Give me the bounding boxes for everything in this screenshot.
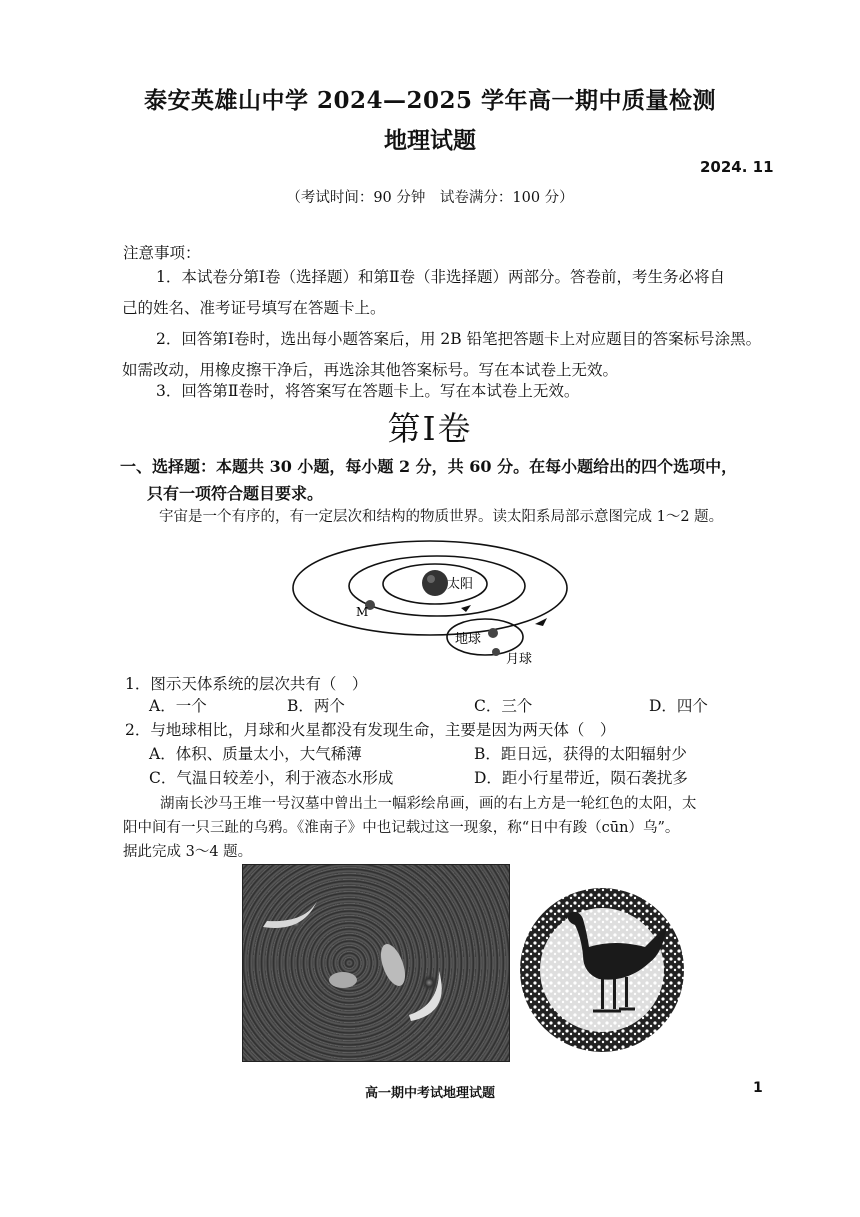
- moon-icon: [492, 648, 500, 656]
- earth-icon: [488, 628, 498, 638]
- planet-m-label: M: [356, 605, 369, 619]
- question-1-option-a: A．一个: [149, 697, 207, 715]
- notice-item-3: 3．回答第Ⅱ卷时，将答案写在答题卡上。写在本试卷上无效。: [156, 382, 580, 400]
- earth-label: 地球: [455, 632, 482, 647]
- section-heading-line-2: 只有一项符合题目要求。: [147, 484, 324, 503]
- exam-date: 2024. 11: [700, 158, 774, 176]
- question-1-stem: 1．图示天体系统的层次共有（ ）: [125, 675, 368, 693]
- page-number: 1: [753, 1080, 763, 1096]
- moon-label: 月球: [506, 652, 533, 667]
- intro-q3-4-line-3: 据此完成 3～4 题。: [123, 844, 253, 860]
- exam-time-info: （考试时间：90 分钟 试卷满分：100 分）: [286, 190, 574, 206]
- subject-title: 地理试题: [384, 127, 476, 154]
- question-1-option-d: D．四个: [649, 697, 708, 715]
- notice-item-1-line-2: 己的姓名、准考证号填写在答题卡上。: [122, 299, 386, 317]
- notice-item-1-line-1: 1．本试卷分第Ⅰ卷（选择题）和第Ⅱ卷（非选择题）两部分。答卷前，考生务必将自: [156, 268, 726, 286]
- question-2-option-a: A．体积、质量太小，大气稀薄: [149, 745, 362, 763]
- sun-bird-seal: [517, 885, 687, 1055]
- intro-q3-4-line-2: 阳中间有一只三趾的乌鸦。《淮南子》中也记载过这一现象，称“日中有踆（cūn）乌”。: [123, 820, 680, 836]
- footer-title: 高一期中考试地理试题: [364, 1086, 495, 1101]
- section-title: 第Ⅰ卷: [387, 409, 473, 448]
- notice-item-2-line-2: 如需改动，用橡皮擦干净后，再选涂其他答案标号。写在本试卷上无效。: [122, 361, 619, 379]
- orbit-arrow-icon: [535, 618, 547, 626]
- silk-painting-photo: [242, 864, 510, 1062]
- exam-title: 泰安英雄山中学 2024—2025 学年高一期中质量检测: [143, 87, 717, 114]
- crescent-moon-shape: [263, 901, 317, 928]
- notice-item-2-line-1: 2．回答第Ⅰ卷时，选出每小题答案后，用 2B 铅笔把答题卡上对应题目的答案标号涂黑。: [156, 330, 762, 348]
- sun-label: 太阳: [447, 577, 474, 592]
- solar-system-diagram: [285, 538, 575, 673]
- question-2-option-c: C．气温日较差小，利于液态水形成: [149, 769, 394, 787]
- section-heading-line-1: 一、选择题：本题共 30 小题，每小题 2 分，共 60 分。在每小题给出的四个选项中，: [120, 457, 738, 476]
- question-2-stem: 2．与地球相比，月球和火星都没有发现生命，主要是因为两天体（ ）: [125, 721, 616, 739]
- crescent-moon-shape: [409, 971, 442, 1021]
- question-1-option-b: B．两个: [287, 697, 345, 715]
- question-1-option-c: C．三个: [474, 697, 533, 715]
- question-2-option-b: B．距日远，获得的太阳辐射少: [474, 745, 687, 763]
- intro-q3-4-line-1: 湖南长沙马王堆一号汉墓中曾出土一幅彩绘帛画，画的右上方是一轮红色的太阳，太: [160, 796, 697, 812]
- notice-heading: 注意事项：: [123, 244, 201, 262]
- orbit-arrow-icon: [461, 605, 471, 612]
- sun-icon: [422, 570, 448, 596]
- intro-q1-2: 宇宙是一个有序的，有一定层次和结构的物质世界。读太阳系局部示意图完成 1～2 题。: [159, 509, 724, 525]
- question-2-option-d: D．距小行星带近，陨石袭扰多: [474, 769, 688, 787]
